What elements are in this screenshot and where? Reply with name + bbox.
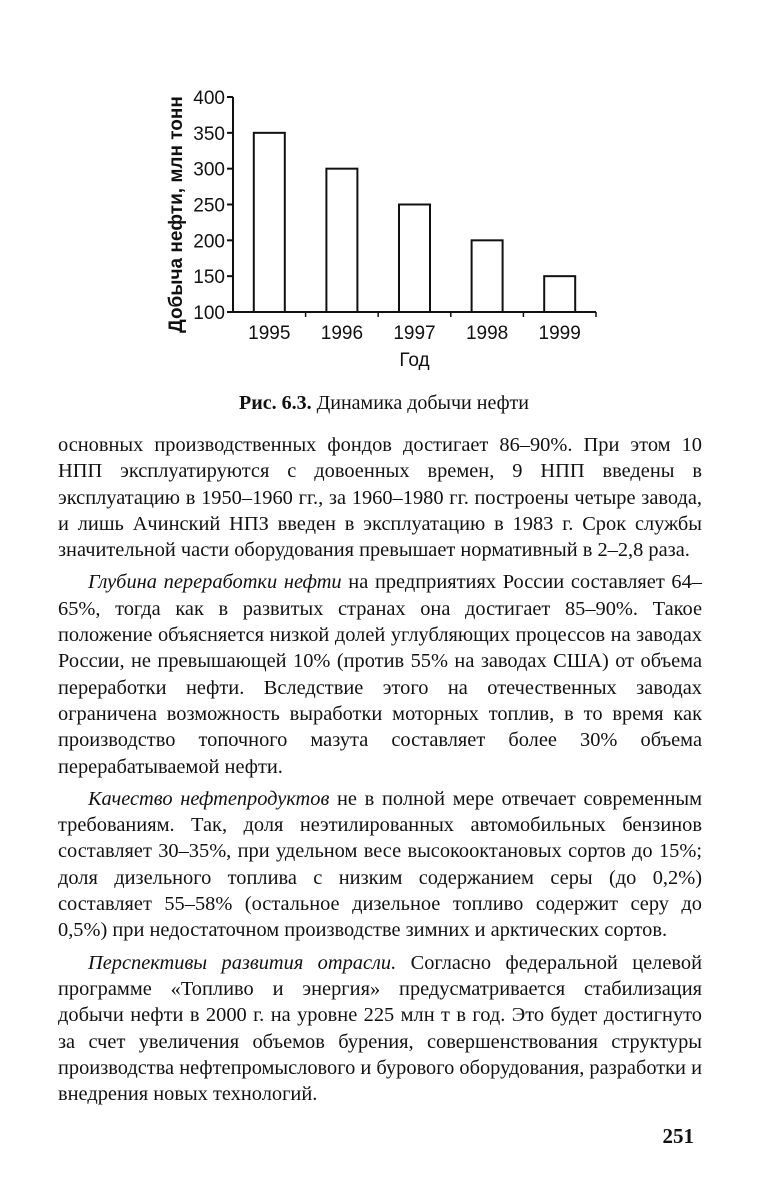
- y-tick-label: 150: [193, 267, 225, 289]
- bar: [254, 133, 285, 312]
- paragraph-2-text: на предприятиях России составляет 64–65%, тогда как в развитых странах она достигает 85–90%. Такое положение объясняется низкой долей углубляющих процессов на заводах России, не превышающей 10% (против 55% на заводах США) от объема переработки нефти. Вследствие этого на отечественных заводах ограничена возможность выработки моторных топлив, в то время как производство топочного мазута составляет более 30% объема перерабатываемой нефти.: [58, 571, 702, 778]
- y-tick-label: 250: [193, 195, 225, 217]
- y-tick-label: 100: [193, 303, 225, 324]
- x-axis-label: Год: [399, 350, 430, 371]
- y-tick-label: 300: [193, 159, 225, 181]
- x-tick-label: 1999: [538, 323, 581, 344]
- bar: [472, 240, 503, 312]
- bar: [399, 205, 430, 313]
- x-tick-label: 1996: [320, 323, 364, 344]
- y-axis-label: Добыча нефти, млн тонн: [166, 96, 187, 333]
- paragraph-2: [58, 569, 702, 779]
- figure-caption: [0, 392, 768, 415]
- bar-chart: [0, 0, 768, 390]
- paragraph-1: [58, 432, 702, 563]
- paragraph-3-lead: Качество нефтепродуктов: [88, 787, 330, 810]
- paragraph-4: [58, 950, 702, 1108]
- caption-text: Динамика добычи нефти: [316, 392, 529, 414]
- paragraph-2-lead: Глубина переработки нефти: [88, 571, 342, 594]
- paragraph-1-text: основных производственных фондов достигает 86–90%. При этом 10 НПП эксплуатируются с довоенных времен, 9 НПП введены в эксплуатацию в 1950–1960 гг., за 1960–1980 гг. построены четыре завода, и лишь Ачинский НПЗ введен в эксплуатацию в 1983 г. Срок службы значительной части оборудования превышает нормативный в 2–2,8 раза.: [58, 434, 702, 562]
- figure-oil-production: [0, 0, 768, 430]
- x-tick-label: 1997: [393, 323, 436, 344]
- x-tick-label: 1998: [465, 323, 509, 344]
- paragraph-4-lead: Перспективы развития отрасли.: [88, 951, 397, 974]
- body-text: [58, 432, 702, 1113]
- bar: [326, 169, 357, 312]
- y-tick-label: 200: [193, 231, 225, 253]
- page-number: 251: [662, 1124, 694, 1148]
- x-tick-label: 1995: [248, 323, 291, 344]
- paragraph-3-text: не в полной мере отвечает современным требованиям. Так, доля неэтилированных автомобильных бензинов составляет 30–35%, при удельном весе высокооктановых сортов до 15%; доля дизельного топлива с низким содержанием серы (до 0,2%) составляет 55–58% (остальное дизельное топливо содержит серу до 0,5%) при недостаточном производстве зимних и арктических сортов.: [58, 787, 702, 942]
- y-tick-label: 400: [193, 88, 225, 109]
- y-tick-label: 350: [193, 123, 225, 145]
- bar: [544, 276, 575, 312]
- caption-label: Рис. 6.3.: [239, 392, 312, 414]
- paragraph-3: [58, 786, 702, 944]
- paragraph-4-text: Согласно федеральной целевой программе «Топливо и энергия» предусматривается стабилизация добычи нефти в 2000 г. на уровне 225 млн т в год. Это будет достигнуто за счет увеличения объемов бурения, совершенствования структуры производства нефтепромыслового и бурового оборудования, разработки и внедрения новых технологий.: [58, 951, 703, 1106]
